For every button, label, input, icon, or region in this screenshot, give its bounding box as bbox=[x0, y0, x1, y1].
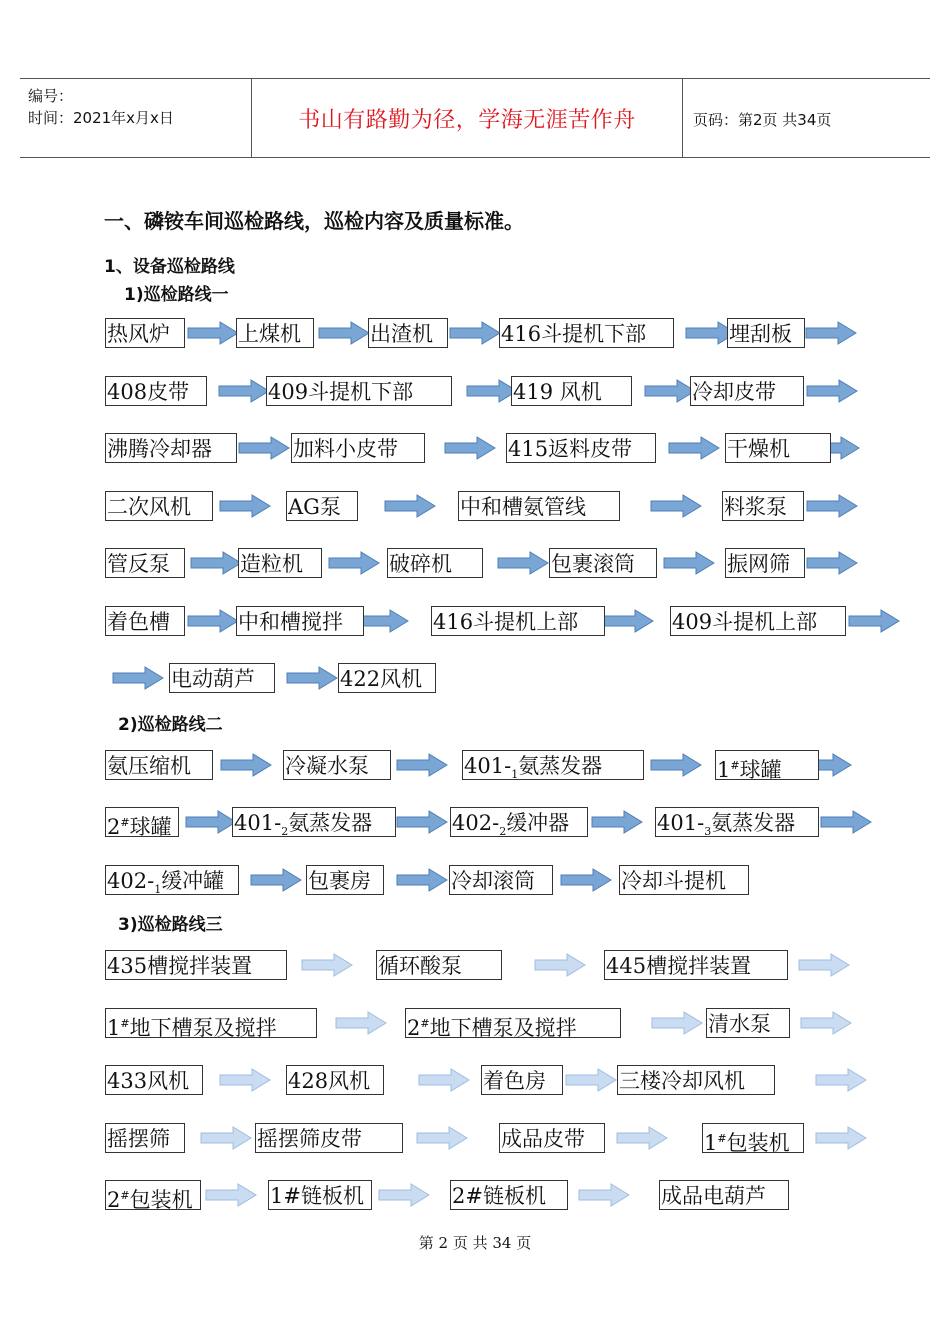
route-step-box: $401-_2$氨蒸发器 bbox=[232, 807, 396, 837]
route-2-title: 2)巡检路线二 bbox=[118, 715, 223, 735]
route-step-box: 包裹滚筒 bbox=[549, 548, 657, 578]
flow-arrow-icon bbox=[396, 753, 448, 777]
route-step-box: 冷却皮带 bbox=[690, 376, 804, 406]
flow-arrow-icon bbox=[418, 1068, 470, 1092]
route-step-box: 着色房 bbox=[481, 1065, 563, 1095]
route-step-box: 成品电葫芦 bbox=[659, 1180, 789, 1210]
flow-arrow-icon bbox=[534, 953, 586, 977]
flow-arrow-icon bbox=[806, 379, 858, 403]
page-header bbox=[20, 78, 930, 158]
flow-arrow-icon bbox=[668, 436, 720, 460]
route-step-box: 433风机 bbox=[105, 1065, 203, 1095]
route-step-box: 408皮带 bbox=[105, 376, 207, 406]
flow-arrow-icon bbox=[449, 321, 501, 345]
route-step-box: 2#地下槽泵及搅拌 bbox=[405, 1008, 621, 1038]
route-step-box: 破碎机 bbox=[387, 548, 483, 578]
route-1-title: 1)巡检路线一 bbox=[124, 285, 229, 305]
route-step-box: 1#球罐 bbox=[715, 750, 819, 780]
route-step-box: 着色槽 bbox=[105, 606, 185, 636]
flow-arrow-icon bbox=[650, 753, 702, 777]
route-step-box: 416斗提机下部 bbox=[499, 318, 674, 348]
route-step-box: 2#链板机 bbox=[450, 1180, 568, 1210]
route-step-box: 料浆泵 bbox=[722, 491, 804, 521]
flow-arrow-icon bbox=[800, 1011, 852, 1035]
flow-arrow-icon bbox=[644, 379, 696, 403]
section-title: 一、磷铵车间巡检路线，巡检内容及质量标准。 bbox=[104, 209, 524, 233]
flow-arrow-icon bbox=[318, 321, 370, 345]
route-step-box: 氨压缩机 bbox=[105, 750, 213, 780]
route-step-box: 成品皮带 bbox=[499, 1123, 605, 1153]
route-step-box: 409斗提机下部 bbox=[266, 376, 452, 406]
flow-arrow-icon bbox=[328, 551, 380, 575]
flow-arrow-icon bbox=[112, 666, 164, 690]
route-step-box: 上煤机 bbox=[236, 318, 314, 348]
flow-arrow-icon bbox=[218, 379, 270, 403]
flow-arrow-icon bbox=[219, 1068, 271, 1092]
header-motto-cell bbox=[252, 79, 683, 157]
route-step-box: 摇摆筛皮带 bbox=[255, 1123, 403, 1153]
route-step-box: $402-_2$缓冲器 bbox=[450, 807, 588, 837]
flow-arrow-icon bbox=[806, 494, 858, 518]
flow-arrow-icon bbox=[848, 609, 900, 633]
flow-arrow-icon bbox=[497, 551, 549, 575]
flow-arrow-icon bbox=[815, 1126, 867, 1150]
header-page-cell bbox=[683, 79, 930, 157]
route-step-box: 2#包装机 bbox=[105, 1180, 201, 1210]
flow-arrow-icon bbox=[220, 753, 272, 777]
route-step-box: 419 风机 bbox=[511, 376, 632, 406]
route-step-box: 三楼冷却风机 bbox=[617, 1065, 775, 1095]
route-step-box: 428风机 bbox=[286, 1065, 384, 1095]
route-step-box: AG泵 bbox=[286, 491, 358, 521]
header-motto: 书山有路勤为径，学海无涯苦作舟 bbox=[298, 108, 636, 133]
route-step-box: 445槽搅拌装置 bbox=[604, 950, 788, 980]
flow-arrow-icon bbox=[250, 868, 302, 892]
route-step-box: 管反泵 bbox=[105, 548, 185, 578]
subsection-title: 1、设备巡检路线 bbox=[104, 257, 235, 277]
route-step-box: 二次风机 bbox=[105, 491, 213, 521]
route-step-box: 清水泵 bbox=[706, 1008, 790, 1038]
route-step-box: $401-_1$氨蒸发器 bbox=[462, 750, 644, 780]
route-step-box: 422风机 bbox=[338, 663, 436, 693]
serial-label: 编号： bbox=[28, 87, 74, 105]
route-step-box: 1#链板机 bbox=[268, 1180, 372, 1210]
flow-arrow-icon bbox=[187, 321, 239, 345]
header-meta-cell bbox=[20, 79, 252, 157]
route-step-box: $402-_1$缓冲罐 bbox=[105, 865, 239, 895]
flow-arrow-icon bbox=[616, 1126, 668, 1150]
route-step-box: 循环酸泵 bbox=[376, 950, 502, 980]
page-footer: 第 2 页 共 34 页 bbox=[418, 1234, 532, 1252]
route-step-box: 冷却滚筒 bbox=[449, 865, 553, 895]
flow-arrow-icon bbox=[806, 551, 858, 575]
flow-arrow-icon bbox=[187, 609, 239, 633]
route-step-box: 1#包装机 bbox=[702, 1123, 804, 1153]
flow-arrow-icon bbox=[396, 810, 448, 834]
flow-arrow-icon bbox=[820, 810, 872, 834]
flow-arrow-icon bbox=[219, 494, 271, 518]
route-step-box: 热风炉 bbox=[105, 318, 185, 348]
flow-arrow-icon bbox=[200, 1126, 252, 1150]
flow-arrow-icon bbox=[238, 436, 290, 460]
route-step-box: 振网筛 bbox=[725, 548, 805, 578]
time-label: 时间：2021年x月x日 bbox=[28, 109, 174, 127]
flow-arrow-icon bbox=[565, 1068, 617, 1092]
flow-arrow-icon bbox=[384, 494, 436, 518]
route-step-box: 416斗提机上部 bbox=[431, 606, 605, 636]
header-page-number: 页码：第2页 共34页 bbox=[693, 111, 832, 129]
flow-arrow-icon bbox=[205, 1183, 257, 1207]
flow-arrow-icon bbox=[378, 1183, 430, 1207]
route-step-box: 包裹房 bbox=[306, 865, 384, 895]
flow-arrow-icon bbox=[650, 494, 702, 518]
flow-arrow-icon bbox=[798, 953, 850, 977]
flow-arrow-icon bbox=[651, 1011, 703, 1035]
flow-arrow-icon bbox=[602, 609, 654, 633]
route-step-box: 电动葫芦 bbox=[169, 663, 275, 693]
route-step-box: 435槽搅拌装置 bbox=[105, 950, 287, 980]
flow-arrow-icon bbox=[335, 1011, 387, 1035]
route-step-box: 1#地下槽泵及搅拌 bbox=[105, 1008, 317, 1038]
route-step-box: 中和槽氨管线 bbox=[458, 491, 620, 521]
route-step-box: 中和槽搅拌 bbox=[236, 606, 364, 636]
flow-arrow-icon bbox=[444, 436, 496, 460]
flow-arrow-icon bbox=[416, 1126, 468, 1150]
flow-arrow-icon bbox=[663, 551, 715, 575]
route-step-box: 冷凝水泵 bbox=[283, 750, 391, 780]
flow-arrow-icon bbox=[560, 868, 612, 892]
route-step-box: 冷却斗提机 bbox=[619, 865, 749, 895]
flow-arrow-icon bbox=[815, 1068, 867, 1092]
route-step-box: 干燥机 bbox=[725, 433, 831, 463]
flow-arrow-icon bbox=[190, 551, 242, 575]
route-step-box: $401-_3$氨蒸发器 bbox=[655, 807, 819, 837]
flow-arrow-icon bbox=[185, 810, 237, 834]
route-step-box: 造粒机 bbox=[238, 548, 322, 578]
route-step-box: 415返料皮带 bbox=[506, 433, 656, 463]
route-step-box: 沸腾冷却器 bbox=[105, 433, 237, 463]
route-step-box: 2#球罐 bbox=[105, 807, 179, 837]
flow-arrow-icon bbox=[805, 321, 857, 345]
route-step-box: 摇摆筛 bbox=[105, 1123, 185, 1153]
flow-arrow-icon bbox=[591, 810, 643, 834]
route-step-box: 埋刮板 bbox=[727, 318, 805, 348]
route-step-box: 加料小皮带 bbox=[291, 433, 425, 463]
route-step-box: 出渣机 bbox=[368, 318, 448, 348]
flow-arrow-icon bbox=[357, 609, 409, 633]
flow-arrow-icon bbox=[286, 666, 338, 690]
route-step-box: 409斗提机上部 bbox=[670, 606, 846, 636]
flow-arrow-icon bbox=[396, 868, 448, 892]
flow-arrow-icon bbox=[301, 953, 353, 977]
flow-arrow-icon bbox=[578, 1183, 630, 1207]
route-3-title: 3)巡检路线三 bbox=[118, 915, 223, 935]
